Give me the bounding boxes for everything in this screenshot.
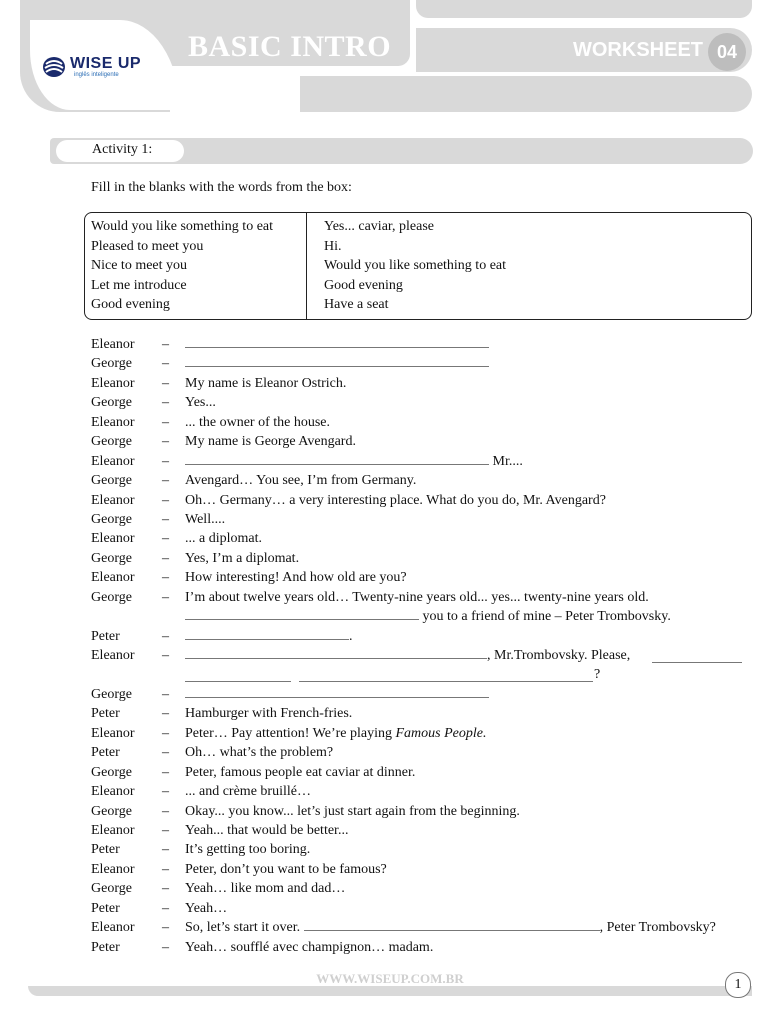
speaker-name: Eleanor [91, 453, 135, 469]
fill-blank[interactable] [185, 607, 419, 620]
dialogue-text: Peter, famous people eat caviar at dinner. [185, 764, 416, 780]
worksheet-number-badge: 04 [708, 33, 746, 71]
speaker-name: Peter [91, 628, 120, 644]
speaker-name: George [91, 395, 132, 411]
word-box-item: Good evening [324, 277, 403, 293]
speaker-name: Eleanor [91, 337, 135, 352]
dialogue-text-after: , Peter Trombovsky? [599, 920, 716, 936]
dialogue-line [0, 568, 768, 587]
speaker-name: George [91, 511, 132, 527]
speaker-name: Peter [91, 745, 120, 761]
dialogue-dash: – [162, 822, 169, 838]
dialogue-line [0, 627, 768, 646]
dialogue-line [0, 918, 768, 937]
header-shape [300, 76, 752, 112]
dialogue-line [0, 802, 768, 821]
dialogue-text: ... and crème bruillé… [185, 784, 311, 800]
dialogue-text-after: , Mr.Trombovsky. Please, [487, 648, 631, 663]
word-box-item: Good evening [91, 297, 170, 312]
dialogue-text [185, 724, 486, 743]
dialogue-dash: – [162, 803, 169, 819]
header-shape [416, 0, 752, 18]
dialogue-text [185, 646, 630, 665]
dialogue-text [185, 607, 671, 626]
speaker-name: Eleanor [91, 822, 135, 838]
worksheet-label: WORKSHEET [573, 39, 703, 61]
dialogue-line-continuation [0, 665, 768, 684]
dialogue-line [0, 821, 768, 840]
dialogue-line [0, 335, 768, 354]
dialogue-dash: – [162, 337, 169, 352]
word-box-left-column [91, 217, 273, 315]
dialogue [0, 335, 768, 957]
dialogue-line [0, 432, 768, 451]
speaker-name: Eleanor [91, 570, 135, 586]
page-number: 1 [725, 972, 751, 998]
activity-label: Activity 1: [92, 142, 153, 157]
dialogue-line [0, 510, 768, 529]
speaker-name: Eleanor [91, 920, 135, 936]
dialogue-text [185, 627, 353, 646]
dialogue-text: My name is George Avengard. [185, 434, 356, 450]
speaker-name: George [91, 803, 132, 819]
speaker-name: George [91, 434, 132, 450]
word-box-item: Pleased to meet you [91, 238, 204, 254]
dialogue-dash: – [162, 356, 169, 372]
dialogue-dash: – [162, 686, 169, 702]
logo-tagline: inglês inteligente [74, 72, 119, 78]
speaker-name: Peter [91, 939, 120, 955]
speaker-name: George [91, 881, 132, 897]
dialogue-text: Yeah… [185, 900, 228, 916]
activity-instruction: Fill in the blanks with the words from the box: [91, 180, 352, 195]
dialogue-dash: – [162, 648, 169, 663]
dialogue-line [0, 413, 768, 432]
dialogue-line [0, 860, 768, 879]
dialogue-dash: – [162, 920, 169, 936]
dialogue-dash: – [162, 725, 169, 741]
speaker-name: George [91, 473, 132, 489]
dialogue-dash: – [162, 881, 169, 897]
speaker-name: Peter [91, 842, 120, 858]
word-box-item: Nice to meet you [91, 258, 188, 273]
dialogue-text [185, 918, 716, 937]
dialogue-dash: – [162, 434, 169, 450]
dialogue-line [0, 529, 768, 548]
word-box-item: Have a seat [324, 297, 389, 312]
dialogue-text: Peter, don’t you want to be famous? [185, 861, 387, 877]
dialogue-dash: – [162, 861, 169, 877]
dialogue-text [185, 335, 489, 354]
dialogue-text: Yeah... that would be better... [185, 822, 349, 838]
dialogue-dash: – [162, 939, 169, 955]
dialogue-text: ... the owner of the house. [185, 414, 331, 430]
dialogue-dash: – [162, 375, 169, 391]
word-box-item: Would you like something to eat [324, 258, 507, 273]
dialogue-line [0, 938, 768, 957]
dialogue-dash: – [162, 589, 169, 605]
dialogue-line-continuation [0, 607, 768, 626]
dialogue-line [0, 588, 768, 607]
dialogue-line [0, 646, 768, 665]
speaker-name: Eleanor [91, 861, 135, 877]
dialogue-dash: – [162, 706, 169, 722]
word-box-item: Yes... caviar, please [324, 219, 434, 234]
footer-url: WWW.WISEUP.COM.BR [316, 971, 464, 986]
speaker-name: George [91, 686, 132, 702]
dialogue-text: Okay... you know... let’s just start again from the beginning. [185, 803, 520, 819]
dialogue-dash: – [162, 628, 169, 644]
dialogue-dash: – [162, 511, 169, 527]
dialogue-dash: – [162, 570, 169, 586]
wiseup-logo-icon [42, 56, 68, 78]
dialogue-text: ... a diplomat. [185, 531, 262, 547]
dialogue-text: Avengard… You see, I’m from Germany. [185, 473, 417, 489]
dialogue-dash: – [162, 531, 169, 547]
fill-blank[interactable] [185, 627, 349, 640]
footer-bar [28, 986, 752, 996]
dialogue-line [0, 491, 768, 510]
dialogue-dash: – [162, 842, 169, 858]
dialogue-text: Well.... [185, 511, 226, 527]
dialogue-line [0, 452, 768, 471]
dialogue-dash: – [162, 764, 169, 780]
speaker-name: George [91, 550, 132, 566]
speaker-name: Peter [91, 706, 120, 722]
dialogue-text-after: Mr.... [492, 453, 523, 469]
dialogue-dash: – [162, 453, 169, 469]
fill-blank[interactable] [185, 335, 489, 348]
dialogue-line [0, 549, 768, 568]
logo-wordmark: WISE UP [70, 55, 142, 72]
speaker-name: Eleanor [91, 648, 135, 663]
dialogue-text-after: ? [594, 667, 601, 683]
page-title: BASIC INTRO [188, 30, 392, 63]
dialogue-dash: – [162, 550, 169, 566]
dialogue-line [0, 840, 768, 859]
dialogue-line [0, 393, 768, 412]
dialogue-text: Yes, I’m a diplomat. [185, 550, 300, 566]
speaker-name: George [91, 356, 132, 372]
dialogue-line [0, 879, 768, 898]
word-box-divider [306, 213, 307, 319]
dialogue-text: How interesting! And how old are you? [185, 570, 407, 586]
dialogue-dash: – [162, 745, 169, 761]
dialogue-line [0, 763, 768, 782]
dialogue-dash: – [162, 473, 169, 489]
speaker-name: Eleanor [91, 414, 135, 430]
dialogue-text-after: you to a friend of mine – Peter Trombovsky. [422, 609, 671, 625]
dialogue-dash: – [162, 492, 169, 508]
dialogue-line [0, 685, 768, 704]
dialogue-text [185, 354, 489, 373]
dialogue-line [0, 471, 768, 490]
dialogue-text-italic: Famous People. [395, 725, 487, 741]
dialogue-line [0, 899, 768, 918]
fill-blank[interactable] [185, 452, 489, 465]
speaker-name: Eleanor [91, 784, 135, 800]
fill-blank[interactable] [652, 650, 742, 663]
dialogue-line [0, 743, 768, 762]
speaker-name: Eleanor [91, 531, 135, 547]
dialogue-text-main: So, let’s start it over. [185, 920, 301, 936]
fill-blank[interactable] [304, 918, 600, 931]
fill-blank[interactable] [185, 685, 489, 698]
speaker-name: George [91, 589, 132, 605]
dialogue-text: My name is Eleanor Ostrich. [185, 375, 347, 391]
dialogue-text-after: . [349, 628, 353, 644]
dialogue-line [0, 354, 768, 373]
speaker-name: George [91, 764, 132, 780]
dialogue-line [0, 704, 768, 723]
dialogue-text [185, 452, 523, 471]
fill-blank[interactable] [185, 669, 291, 682]
dialogue-line [0, 782, 768, 801]
dialogue-text: Oh… Germany… a very interesting place. What do you do, Mr. Avengard? [185, 492, 606, 508]
dialogue-text: Yes... [185, 395, 216, 411]
word-box-item: Let me introduce [91, 277, 187, 293]
dialogue-dash: – [162, 414, 169, 430]
dialogue-line [0, 724, 768, 743]
dialogue-text: It’s getting too boring. [185, 842, 311, 858]
dialogue-text-main: Peter… Pay attention! We’re playing [185, 725, 392, 741]
dialogue-text [185, 685, 489, 704]
speaker-name: Peter [91, 900, 120, 916]
dialogue-text: Hamburger with French-fries. [185, 706, 353, 722]
dialogue-text: Oh… what’s the problem? [185, 745, 334, 761]
dialogue-dash: – [162, 900, 169, 916]
word-box-item: Hi. [324, 238, 342, 254]
dialogue-dash: – [162, 784, 169, 800]
speaker-name: Eleanor [91, 492, 135, 508]
fill-blank[interactable] [185, 646, 487, 659]
dialogue-text: I’m about twelve years old… Twenty-nine years old... yes... twenty-nine years old. [185, 589, 649, 605]
dialogue-line [0, 374, 768, 393]
word-box-item: Would you like something to eat [91, 219, 274, 234]
speaker-name: Eleanor [91, 375, 135, 391]
dialogue-text: Yeah… soufflé avec champignon… madam. [185, 939, 434, 955]
word-box-right-column [324, 217, 506, 315]
fill-blank[interactable] [299, 669, 593, 682]
speaker-name: Eleanor [91, 725, 135, 741]
dialogue-text: Yeah… like mom and dad… [185, 881, 346, 897]
fill-blank[interactable] [185, 354, 489, 367]
dialogue-dash: – [162, 395, 169, 411]
